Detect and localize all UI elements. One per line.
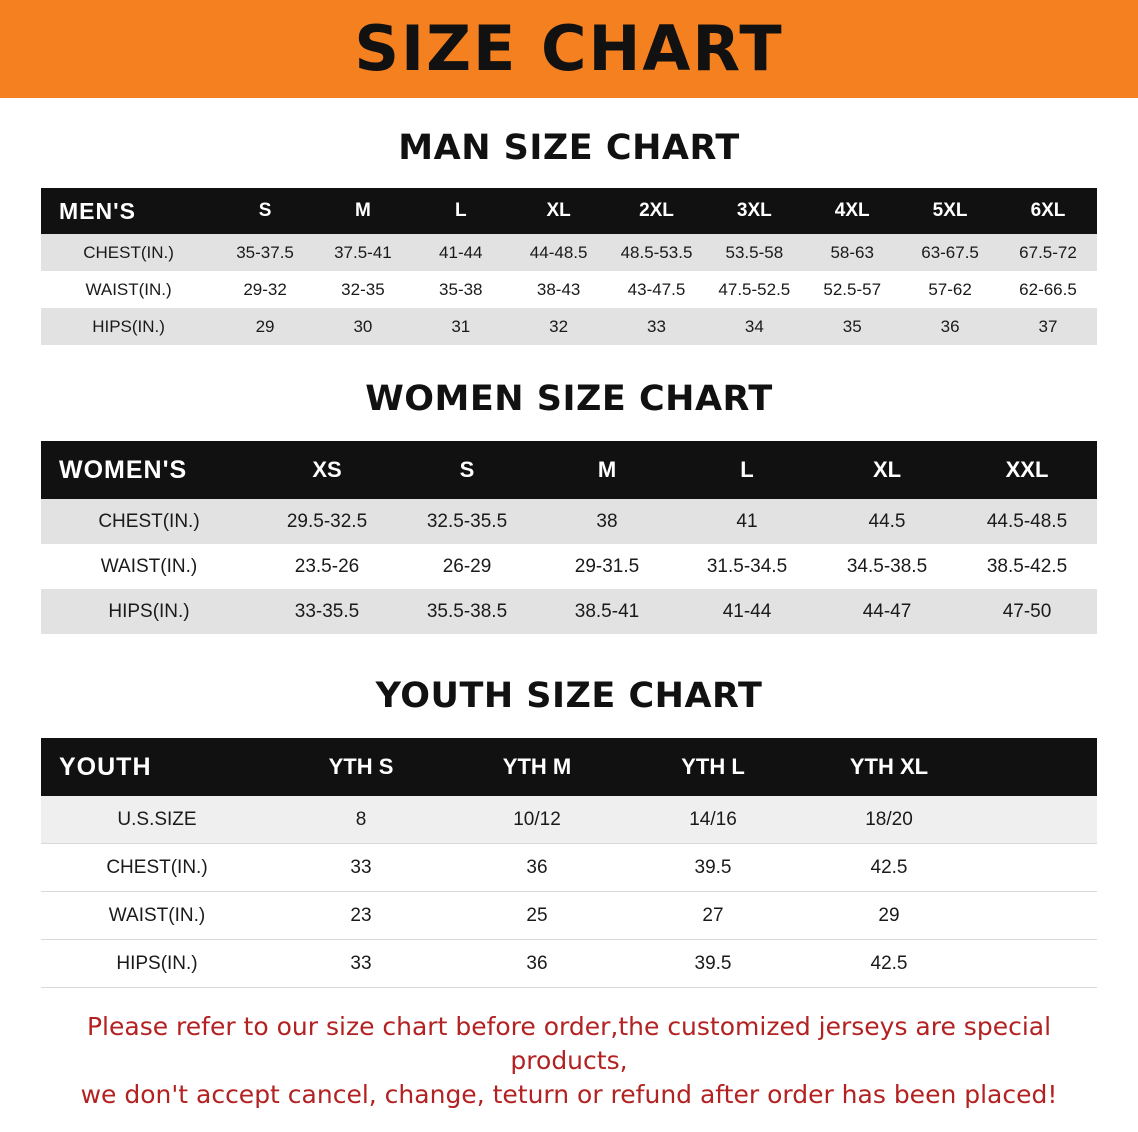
table-row (41, 234, 1097, 271)
women-cell: 44-47 (817, 589, 957, 634)
man-cell: 29-32 (216, 271, 314, 308)
youth-col-header: YTH M (449, 738, 625, 796)
youth-cell: 14/16 (625, 796, 801, 844)
table-row (41, 589, 1097, 634)
youth-cell: 18/20 (801, 796, 977, 844)
youth-cell: 10/12 (449, 796, 625, 844)
youth-cell: 25 (449, 892, 625, 940)
table-row (41, 796, 1097, 844)
youth-cell: 27 (625, 892, 801, 940)
man-cell: 29 (216, 308, 314, 345)
youth-cell: 39.5 (625, 844, 801, 892)
women-cell: 38.5-41 (537, 589, 677, 634)
youth-cell: 29 (801, 892, 977, 940)
youth-size-table (41, 738, 1097, 988)
women-row-label: CHEST(IN.) (41, 499, 257, 544)
man-cell: 43-47.5 (608, 271, 706, 308)
youth-col-header: YTH S (273, 738, 449, 796)
women-cell: 32.5-35.5 (397, 499, 537, 544)
man-cell: 33 (608, 308, 706, 345)
youth-cell-spacer (977, 796, 1097, 844)
disclaimer-note (39, 1010, 1099, 1111)
man-cell: 32-35 (314, 271, 412, 308)
women-cell: 41 (677, 499, 817, 544)
table-header-row (41, 441, 1097, 499)
women-section-heading: WOMEN SIZE CHART (365, 379, 773, 419)
youth-cell: 8 (273, 796, 449, 844)
man-cell: 30 (314, 308, 412, 345)
table-header-row (41, 738, 1097, 796)
page-title: SIZE CHART (354, 12, 784, 85)
man-col-header: 5XL (901, 188, 999, 234)
man-row-label: WAIST(IN.) (41, 271, 216, 308)
women-row-label: WAIST(IN.) (41, 544, 257, 589)
women-cell: 29-31.5 (537, 544, 677, 589)
women-col-header: XS (257, 441, 397, 499)
man-cell: 62-66.5 (999, 271, 1097, 308)
youth-row-label: HIPS(IN.) (41, 940, 273, 988)
man-cell: 35-38 (412, 271, 510, 308)
youth-section-heading: YOUTH SIZE CHART (375, 676, 763, 716)
women-cell: 44.5-48.5 (957, 499, 1097, 544)
man-row-label: CHEST(IN.) (41, 234, 216, 271)
women-size-table (41, 441, 1097, 634)
man-section-heading: MAN SIZE CHART (398, 128, 740, 168)
women-cell: 47-50 (957, 589, 1097, 634)
man-cell: 47.5-52.5 (705, 271, 803, 308)
women-col-header: S (397, 441, 537, 499)
disclaimer-line-1: Please refer to our size chart before order,the customized jerseys are special products, (86, 1012, 1052, 1075)
man-cell: 38-43 (510, 271, 608, 308)
women-table-corner-label: WOMEN'S (41, 441, 257, 499)
man-cell: 48.5-53.5 (608, 234, 706, 271)
youth-cell: 23 (273, 892, 449, 940)
man-size-table (41, 188, 1097, 345)
youth-cell: 36 (449, 940, 625, 988)
man-table-corner-label: MEN'S (41, 188, 216, 234)
man-row-label: HIPS(IN.) (41, 308, 216, 345)
man-cell: 63-67.5 (901, 234, 999, 271)
women-col-header: M (537, 441, 677, 499)
table-row (41, 271, 1097, 308)
man-col-header: 3XL (705, 188, 803, 234)
youth-table-corner-label: YOUTH (41, 738, 273, 796)
man-col-header: 2XL (608, 188, 706, 234)
man-cell: 53.5-58 (705, 234, 803, 271)
women-col-header: XL (817, 441, 957, 499)
disclaimer-line-2: we don't accept cancel, change, teturn or refund after order has been placed! (80, 1079, 1058, 1109)
women-cell: 35.5-38.5 (397, 589, 537, 634)
youth-cell: 42.5 (801, 940, 977, 988)
table-header-row (41, 188, 1097, 234)
youth-col-header: YTH XL (801, 738, 977, 796)
man-cell: 35 (803, 308, 901, 345)
man-cell: 52.5-57 (803, 271, 901, 308)
man-cell: 36 (901, 308, 999, 345)
man-cell: 31 (412, 308, 510, 345)
table-row (41, 892, 1097, 940)
youth-cell-spacer (977, 892, 1097, 940)
man-col-header: S (216, 188, 314, 234)
women-cell: 38.5-42.5 (957, 544, 1097, 589)
youth-header-spacer (977, 738, 1097, 796)
youth-row-label: WAIST(IN.) (41, 892, 273, 940)
women-cell: 26-29 (397, 544, 537, 589)
man-col-header: 4XL (803, 188, 901, 234)
man-cell: 67.5-72 (999, 234, 1097, 271)
man-cell: 34 (705, 308, 803, 345)
man-cell: 35-37.5 (216, 234, 314, 271)
man-cell: 37.5-41 (314, 234, 412, 271)
youth-cell: 33 (273, 844, 449, 892)
man-cell: 32 (510, 308, 608, 345)
women-row-label: HIPS(IN.) (41, 589, 257, 634)
table-row (41, 844, 1097, 892)
women-cell: 41-44 (677, 589, 817, 634)
man-col-header: 6XL (999, 188, 1097, 234)
women-cell: 23.5-26 (257, 544, 397, 589)
youth-cell-spacer (977, 844, 1097, 892)
women-cell: 38 (537, 499, 677, 544)
women-cell: 29.5-32.5 (257, 499, 397, 544)
man-cell: 37 (999, 308, 1097, 345)
youth-row-label: CHEST(IN.) (41, 844, 273, 892)
youth-cell: 36 (449, 844, 625, 892)
table-row (41, 940, 1097, 988)
man-cell: 57-62 (901, 271, 999, 308)
table-row (41, 308, 1097, 345)
youth-col-header: YTH L (625, 738, 801, 796)
women-col-header: XXL (957, 441, 1097, 499)
women-cell: 34.5-38.5 (817, 544, 957, 589)
youth-cell: 33 (273, 940, 449, 988)
man-cell: 44-48.5 (510, 234, 608, 271)
man-cell: 41-44 (412, 234, 510, 271)
women-cell: 44.5 (817, 499, 957, 544)
youth-row-label: U.S.SIZE (41, 796, 273, 844)
man-cell: 58-63 (803, 234, 901, 271)
table-row (41, 499, 1097, 544)
man-col-header: XL (510, 188, 608, 234)
women-col-header: L (677, 441, 817, 499)
women-cell: 31.5-34.5 (677, 544, 817, 589)
youth-cell: 39.5 (625, 940, 801, 988)
women-cell: 33-35.5 (257, 589, 397, 634)
youth-cell: 42.5 (801, 844, 977, 892)
man-col-header: M (314, 188, 412, 234)
page-banner (0, 0, 1138, 98)
youth-cell-spacer (977, 940, 1097, 988)
man-col-header: L (412, 188, 510, 234)
table-row (41, 544, 1097, 589)
